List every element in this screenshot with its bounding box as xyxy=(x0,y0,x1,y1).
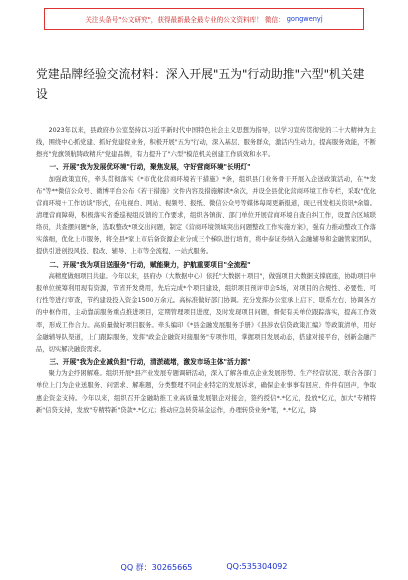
wechat-account[interactable]: gongwenyj xyxy=(286,15,323,23)
contact-footer xyxy=(0,562,408,573)
promo-banner xyxy=(44,8,364,30)
qq-contact: QQ:535304092 xyxy=(226,562,288,571)
section-2-heading: 二、开展"我为项目送服务"行动，赋能聚力，护航重要项目"全流程" xyxy=(49,260,251,269)
document-body xyxy=(36,125,376,417)
qq-group: QQ 群：30265665 xyxy=(120,563,193,572)
section-3-heading: 三、开展"我为企业减负担"行动，清淤疏堵，激发市场主体"活力源" xyxy=(49,357,251,366)
section-1-heading: 一、开展"我为发展优环境"行动，聚焦发展，守好营商环境"长明灯" xyxy=(49,163,251,172)
section-1-body: 加强政策宣传，牵头贯彻落实《*市优化营商环境若干措施》*条，组织县门业务骨干开展入企送政策活动，在"*发布"等**微信公众号、微博平台公布《若干措施》文件内容及措施解读*余次，并设全县优化营商环境工作专栏，采取"优化营商环境＋工作访谈"形式，在电视台、网站、视频号、报纸、微信公众号等媒体每周更新报道，现已刊发相关资讯*余篇。清理营商障碍，积极落实省委巡视组反馈的工作要求，组织各镇街、部门单位开展营商环境自查自纠工作，设置合区域联络员，共查摆问题*条，选取整改*项交出问题，制定《营商环境领域突出问题整改工作实施方案》，强有力推动整改工作落实落细，优化上市服务，将全县*家上市后备资源企业分成三个梯队进行培育，将中泰证券纳入金融辅导和金融管家团队，提供引进创投风投、股改、辅导、上市等全流程、一站式服务。 xyxy=(36,175,376,256)
section-3-body: 聚力为企纾困解难。组织开展*县产业发展专题调研活动，深入了解各重点企业发展形势、生产经营状况、联合各部门单位上门为企业送服务、问需求、解难题，分类整理不同企业特定的发展诉求，确保企业事事有回应、件件有回声，争取惠企资金支持。今年以来，组织召开金融助推工业高质量发展银企对接会，签约授信*.*亿元，投放*亿元，加大"专精特新"信贷支持，发放"专精特新"贷款*.*亿元；推动应急转贷基金运作，办理转贷业务*笔，*.*亿元，降 xyxy=(36,370,376,414)
section-2-body: 高精度做细项目共建。今年以来，县府办（大数据中心）依托"大数据＋项目"，做强项目大数据支撑底座，协助项目申报单位统筹利用现有资源，节省开发费用，先后完成*个项目建设，组织项目预评审会5场，对项目的合规性、必要性、可行性等进行审查，节约建设投入资金1500万余元。高标准做好部门协调。充分发挥办公室承上启下、联系左右、协调各方的中枢作用，主动靠前服务重点推进项目，定期管理项目进度，及时发现项目问题，督促有关单位跟踪落实，提高工作效率，形成工作合力。高质量做好项目服务。牵头编印《*县金融发展服务手册》《县涉农信贷政策汇编》等政策清单，用好金融辅导队渠道，上门跟踪服务，发挥"政金企融资对接服务"专项作用，掌握项目发展动态，搭建对接平台，创新金融产品，切实解决融资需求。 xyxy=(36,273,376,353)
banner-text: 关注头条号"公文研究"，获得最新最全最专业的公文资料库！ 微信： xyxy=(85,16,285,24)
intro-paragraph: 2023年以来，县政府办公室坚持以习近平新时代中国特色社会主义思想为指导，以学习宣传贯彻党的二十大精神为主线，围绕中心抓党建、抓好党建促业务，积极开展"五为"行动，深入基层、服务群众，激活内生动力，提高服务效能，不断擦亮"党旗领航铸政精兵"党建品牌，有力提升了"六型"模范机关创建工作质效和水平。 xyxy=(36,127,376,159)
document-title: 党建品牌经验交流材料：深入开展"五为"行动助推"六型"机关建设 xyxy=(36,67,365,101)
